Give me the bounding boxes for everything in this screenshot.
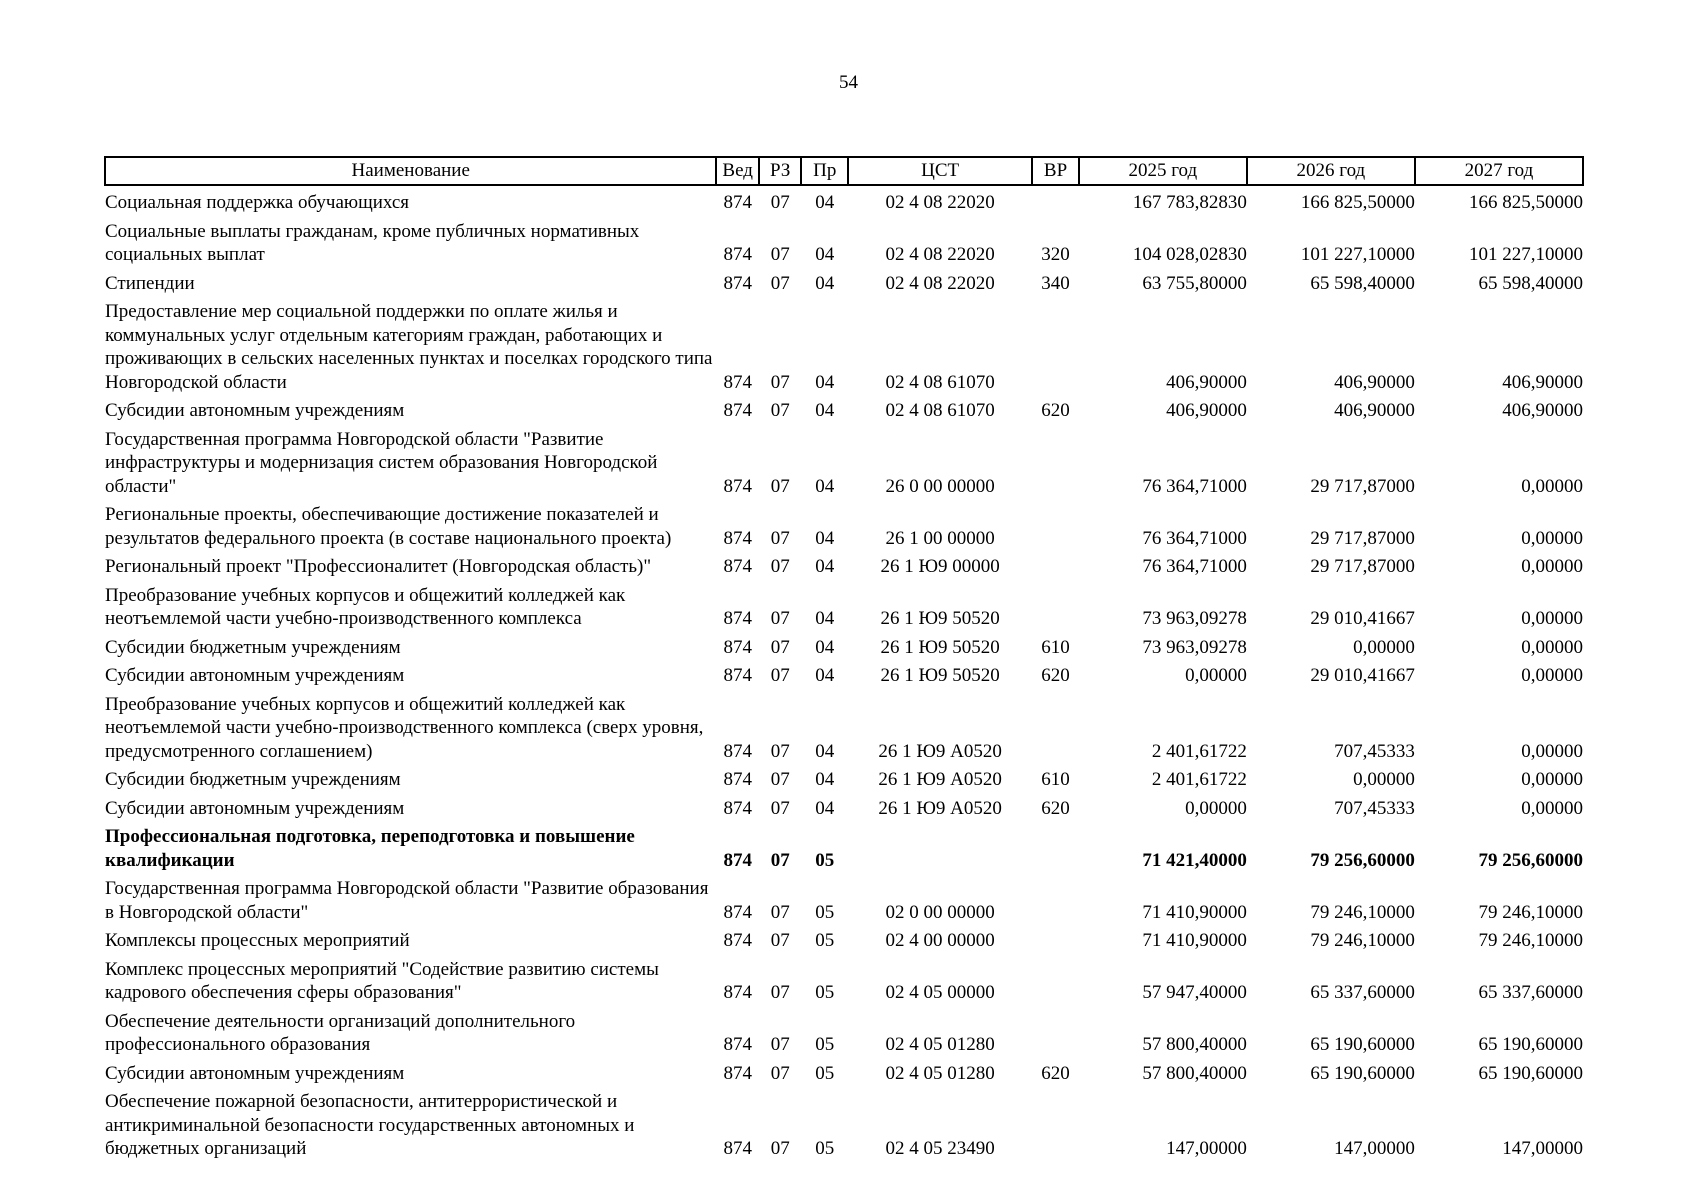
cell-vr xyxy=(1032,875,1079,927)
cell-vr xyxy=(1032,927,1079,956)
cell-rz: 07 xyxy=(770,665,790,686)
header-rz: РЗ xyxy=(759,157,802,185)
cell-cst: 02 4 00 00000 xyxy=(885,930,995,951)
cell-rz: 07 xyxy=(770,272,790,294)
cell-ved: 874 xyxy=(723,1138,752,1159)
cell-2025: 57 800,40000 xyxy=(1142,1034,1247,1055)
cell-vr xyxy=(1032,1088,1079,1164)
cell-2026: 707,45333 xyxy=(1334,740,1415,762)
cell-ved: 874 xyxy=(723,1062,752,1084)
cell-vr: 620 xyxy=(1041,400,1070,421)
cell-2026: 29 717,87000 xyxy=(1310,556,1415,577)
budget-table xyxy=(104,156,1584,1164)
table-row xyxy=(105,553,1583,582)
cell-cst xyxy=(848,823,1032,875)
cell-pr: 04 xyxy=(815,400,835,421)
cell-vr xyxy=(1032,582,1079,634)
cell-2026: 101 227,10000 xyxy=(1300,244,1415,265)
cell-2025: 406,90000 xyxy=(1166,371,1247,393)
cell-ved: 874 xyxy=(723,930,752,951)
cell-name: Социальная поддержка обучающихся xyxy=(105,192,410,213)
cell-pr: 04 xyxy=(815,797,835,819)
cell-pr: 04 xyxy=(815,244,835,265)
cell-2027: 65 598,40000 xyxy=(1478,272,1583,294)
cell-rz: 07 xyxy=(770,1062,790,1084)
cell-vr: 620 xyxy=(1041,665,1070,686)
cell-cst: 26 1 Ю9 00000 xyxy=(880,556,1000,577)
header-ved: Вед xyxy=(716,157,759,185)
cell-pr: 04 xyxy=(815,192,835,213)
header-2026: 2026 год xyxy=(1247,157,1415,185)
cell-vr xyxy=(1032,691,1079,767)
cell-ved: 874 xyxy=(723,797,752,819)
cell-cst: 02 4 05 00000 xyxy=(885,982,995,1003)
cell-cst: 02 4 05 23490 xyxy=(885,1138,995,1159)
cell-ved: 874 xyxy=(723,1034,752,1055)
cell-2026: 65 598,40000 xyxy=(1310,272,1415,294)
table-row xyxy=(105,1008,1583,1060)
cell-pr: 05 xyxy=(815,1034,835,1055)
cell-name: Государственная программа Новгородской области "Развитие образования в Новгородской области" xyxy=(105,878,709,923)
cell-rz: 07 xyxy=(770,740,790,762)
table-header xyxy=(105,157,1583,189)
cell-2025: 2 401,61722 xyxy=(1151,769,1247,790)
cell-ved: 874 xyxy=(723,608,752,629)
cell-name: Профессиональная подготовка, переподготовка и повышение квалификации xyxy=(105,826,635,871)
cell-rz: 07 xyxy=(770,636,790,658)
cell-ved: 874 xyxy=(723,527,752,549)
cell-name: Субсидии автономным учреждениям xyxy=(105,665,405,686)
table-row xyxy=(105,1060,1583,1089)
cell-rz: 07 xyxy=(770,901,790,923)
cell-rz: 07 xyxy=(770,982,790,1003)
cell-2026: 79 246,10000 xyxy=(1310,930,1415,951)
cell-rz: 07 xyxy=(770,556,790,577)
cell-vr xyxy=(1032,553,1079,582)
cell-name: Предоставление мер социальной поддержки по оплате жилья и коммунальных услуг отдельным категориям граждан, работающих и проживающих в сельских населенных пунктах и поселках городского типа Новгородской области xyxy=(105,301,713,393)
cell-ved: 874 xyxy=(723,475,752,497)
table-row xyxy=(105,662,1583,691)
header-cst: ЦСТ xyxy=(848,157,1032,185)
cell-2027: 0,00000 xyxy=(1521,608,1583,629)
cell-2027: 0,00000 xyxy=(1521,527,1583,549)
cell-ved: 874 xyxy=(723,982,752,1003)
cell-2025: 71 410,90000 xyxy=(1142,930,1247,951)
cell-rz: 07 xyxy=(770,608,790,629)
cell-pr: 05 xyxy=(815,930,835,951)
cell-2027: 101 227,10000 xyxy=(1469,244,1583,265)
cell-rz: 07 xyxy=(770,797,790,819)
cell-name: Социальные выплаты гражданам, кроме публичных нормативных социальных выплат xyxy=(105,220,640,265)
cell-vr: 320 xyxy=(1041,244,1070,265)
cell-2027: 0,00000 xyxy=(1521,665,1583,686)
cell-2027: 0,00000 xyxy=(1521,636,1583,658)
cell-cst: 02 4 05 01280 xyxy=(885,1034,995,1055)
cell-2027: 0,00000 xyxy=(1521,740,1583,762)
cell-rz: 07 xyxy=(770,244,790,265)
cell-ved: 874 xyxy=(723,665,752,686)
cell-name: Комплекс процессных мероприятий "Содействие развитию системы кадрового обеспечения сферы образования" xyxy=(105,958,659,1003)
cell-cst: 26 1 Ю9 А0520 xyxy=(878,769,1002,790)
cell-ved: 874 xyxy=(723,244,752,265)
cell-2025: 104 028,02830 xyxy=(1132,244,1247,265)
cell-cst: 02 4 08 61070 xyxy=(885,371,995,393)
cell-vr xyxy=(1032,298,1079,397)
cell-2025: 57 800,40000 xyxy=(1142,1062,1247,1084)
table-row xyxy=(105,582,1583,634)
cell-2026: 29 010,41667 xyxy=(1310,608,1415,629)
cell-cst: 26 1 Ю9 50520 xyxy=(880,636,1000,658)
cell-2025: 57 947,40000 xyxy=(1142,982,1247,1003)
cell-ved: 874 xyxy=(723,849,752,871)
header-vr: ВР xyxy=(1032,157,1079,185)
cell-2025: 76 364,71000 xyxy=(1142,475,1247,497)
cell-2027: 0,00000 xyxy=(1521,769,1583,790)
cell-2027: 0,00000 xyxy=(1521,475,1583,497)
cell-cst: 26 0 00 00000 xyxy=(885,475,995,497)
cell-pr: 05 xyxy=(815,901,835,923)
cell-2027: 147,00000 xyxy=(1502,1138,1583,1159)
cell-pr: 05 xyxy=(815,982,835,1003)
cell-2026: 65 190,60000 xyxy=(1310,1034,1415,1055)
header-2027: 2027 год xyxy=(1415,157,1583,185)
table-row xyxy=(105,823,1583,875)
cell-name: Субсидии автономным учреждениям xyxy=(105,797,405,819)
cell-2026: 29 717,87000 xyxy=(1310,475,1415,497)
cell-2027: 79 246,10000 xyxy=(1478,930,1583,951)
cell-vr: 610 xyxy=(1041,769,1070,790)
table-row xyxy=(105,397,1583,426)
cell-ved: 874 xyxy=(723,556,752,577)
table-row xyxy=(105,634,1583,663)
table-row xyxy=(105,218,1583,270)
cell-pr: 04 xyxy=(815,371,835,393)
cell-name: Комплексы процессных мероприятий xyxy=(105,930,410,951)
cell-cst: 02 4 08 22020 xyxy=(885,272,995,294)
cell-rz: 07 xyxy=(770,475,790,497)
cell-2025: 406,90000 xyxy=(1166,400,1247,421)
cell-2026: 29 717,87000 xyxy=(1310,527,1415,549)
cell-2027: 406,90000 xyxy=(1502,400,1583,421)
table-row xyxy=(105,270,1583,299)
cell-vr xyxy=(1032,189,1079,218)
cell-ved: 874 xyxy=(723,901,752,923)
cell-ved: 874 xyxy=(723,192,752,213)
cell-ved: 874 xyxy=(723,272,752,294)
cell-2026: 147,00000 xyxy=(1334,1138,1415,1159)
cell-2026: 0,00000 xyxy=(1353,636,1415,658)
cell-pr: 04 xyxy=(815,527,835,549)
header-2025: 2025 год xyxy=(1079,157,1247,185)
cell-2025: 71 421,40000 xyxy=(1142,849,1247,871)
cell-vr xyxy=(1032,501,1079,553)
cell-vr xyxy=(1032,1008,1079,1060)
cell-name: Субсидии автономным учреждениям xyxy=(105,1062,405,1084)
cell-rz: 07 xyxy=(770,1138,790,1159)
cell-2025: 73 963,09278 xyxy=(1142,636,1247,658)
cell-2027: 0,00000 xyxy=(1521,797,1583,819)
table-body xyxy=(105,189,1583,1164)
cell-name: Стипендии xyxy=(105,272,195,294)
table-row xyxy=(105,691,1583,767)
cell-rz: 07 xyxy=(770,192,790,213)
table-row xyxy=(105,875,1583,927)
cell-2025: 63 755,80000 xyxy=(1142,272,1247,294)
cell-ved: 874 xyxy=(723,371,752,393)
cell-cst: 26 1 Ю9 50520 xyxy=(880,608,1000,629)
cell-2026: 79 256,60000 xyxy=(1310,849,1415,871)
cell-pr: 05 xyxy=(815,1062,835,1084)
cell-rz: 07 xyxy=(770,769,790,790)
cell-2026: 707,45333 xyxy=(1334,797,1415,819)
table-row xyxy=(105,189,1583,218)
cell-2025: 76 364,71000 xyxy=(1142,556,1247,577)
cell-cst: 26 1 Ю9 50520 xyxy=(880,665,1000,686)
cell-2026: 29 010,41667 xyxy=(1310,665,1415,686)
header-name: Наименование xyxy=(105,157,716,185)
page-number: 54 xyxy=(839,72,858,93)
cell-2025: 147,00000 xyxy=(1166,1138,1247,1159)
cell-cst: 02 4 08 22020 xyxy=(885,244,995,265)
cell-name: Субсидии бюджетным учреждениям xyxy=(105,769,401,790)
cell-2025: 167 783,82830 xyxy=(1132,192,1247,213)
cell-name: Преобразование учебных корпусов и общежитий колледжей как неотъемлемой части учебно-производственного комплекса xyxy=(105,584,626,629)
cell-2025: 73 963,09278 xyxy=(1142,608,1247,629)
cell-ved: 874 xyxy=(723,740,752,762)
cell-2025: 0,00000 xyxy=(1185,665,1247,686)
cell-pr: 05 xyxy=(815,1138,835,1159)
cell-pr: 04 xyxy=(815,475,835,497)
cell-name: Региональный проект "Профессионалитет (Новгородская область)" xyxy=(105,556,652,577)
cell-pr: 04 xyxy=(815,636,835,658)
cell-2026: 166 825,50000 xyxy=(1300,192,1415,213)
cell-pr: 05 xyxy=(815,849,835,871)
cell-2027: 79 246,10000 xyxy=(1478,901,1583,923)
cell-cst: 26 1 Ю9 А0520 xyxy=(878,740,1002,762)
cell-ved: 874 xyxy=(723,636,752,658)
budget-table-container xyxy=(104,156,1584,1164)
table-row xyxy=(105,426,1583,502)
cell-2026: 0,00000 xyxy=(1353,769,1415,790)
cell-2027: 65 337,60000 xyxy=(1478,982,1583,1003)
cell-2027: 65 190,60000 xyxy=(1478,1034,1583,1055)
cell-cst: 02 4 05 01280 xyxy=(885,1062,995,1084)
cell-name: Субсидии бюджетным учреждениям xyxy=(105,636,401,658)
cell-pr: 04 xyxy=(815,608,835,629)
cell-name: Субсидии автономным учреждениям xyxy=(105,400,405,421)
cell-cst: 02 4 08 61070 xyxy=(885,400,995,421)
cell-cst: 02 4 08 22020 xyxy=(885,192,995,213)
cell-name: Региональные проекты, обеспечивающие достижение показателей и результатов федерального проекта (в составе национального проекта) xyxy=(105,504,672,549)
header-row xyxy=(105,157,1583,185)
cell-rz: 07 xyxy=(770,400,790,421)
table-row xyxy=(105,1088,1583,1164)
cell-2025: 2 401,61722 xyxy=(1151,740,1247,762)
cell-2025: 0,00000 xyxy=(1185,797,1247,819)
cell-name: Обеспечение деятельности организаций дополнительного профессионального образования xyxy=(105,1010,576,1055)
table-row xyxy=(105,956,1583,1008)
cell-cst: 26 1 00 00000 xyxy=(885,527,995,549)
cell-2025: 76 364,71000 xyxy=(1142,527,1247,549)
cell-2025: 71 410,90000 xyxy=(1142,901,1247,923)
cell-2027: 79 256,60000 xyxy=(1478,849,1583,871)
cell-2027: 0,00000 xyxy=(1521,556,1583,577)
cell-pr: 04 xyxy=(815,740,835,762)
cell-rz: 07 xyxy=(770,371,790,393)
header-pr: Пр xyxy=(801,157,848,185)
cell-vr xyxy=(1032,823,1079,875)
cell-pr: 04 xyxy=(815,272,835,294)
cell-cst: 26 1 Ю9 А0520 xyxy=(878,797,1002,819)
cell-rz: 07 xyxy=(770,527,790,549)
cell-vr: 620 xyxy=(1041,797,1070,819)
cell-2026: 79 246,10000 xyxy=(1310,901,1415,923)
cell-pr: 04 xyxy=(815,769,835,790)
cell-rz: 07 xyxy=(770,849,790,871)
cell-2026: 65 190,60000 xyxy=(1310,1062,1415,1084)
cell-rz: 07 xyxy=(770,930,790,951)
cell-vr xyxy=(1032,956,1079,1008)
cell-2026: 65 337,60000 xyxy=(1310,982,1415,1003)
cell-2027: 65 190,60000 xyxy=(1478,1062,1583,1084)
cell-vr: 610 xyxy=(1041,636,1070,658)
table-row xyxy=(105,795,1583,824)
cell-ved: 874 xyxy=(723,769,752,790)
cell-cst: 02 0 00 00000 xyxy=(885,901,995,923)
cell-2026: 406,90000 xyxy=(1334,371,1415,393)
cell-vr xyxy=(1032,426,1079,502)
table-row xyxy=(105,501,1583,553)
cell-2027: 166 825,50000 xyxy=(1469,192,1583,213)
table-row xyxy=(105,298,1583,397)
cell-vr: 340 xyxy=(1041,272,1070,294)
cell-2027: 406,90000 xyxy=(1502,371,1583,393)
cell-2026: 406,90000 xyxy=(1334,400,1415,421)
cell-name: Государственная программа Новгородской области "Развитие инфраструктуры и модернизация систем образования Новгородской области" xyxy=(105,428,658,497)
cell-ved: 874 xyxy=(723,400,752,421)
table-row xyxy=(105,766,1583,795)
cell-pr: 04 xyxy=(815,665,835,686)
cell-rz: 07 xyxy=(770,1034,790,1055)
cell-vr: 620 xyxy=(1041,1062,1070,1084)
cell-name: Обеспечение пожарной безопасности, антитеррористической и антикриминальной безопасности государственных автономных и бюджетных организаций xyxy=(105,1091,635,1159)
cell-name: Преобразование учебных корпусов и общежитий колледжей как неотъемлемой части учебно-производственного комплекса (сверх уровня, предусмотренного соглашением) xyxy=(105,693,704,762)
cell-pr: 04 xyxy=(815,556,835,577)
table-row xyxy=(105,927,1583,956)
